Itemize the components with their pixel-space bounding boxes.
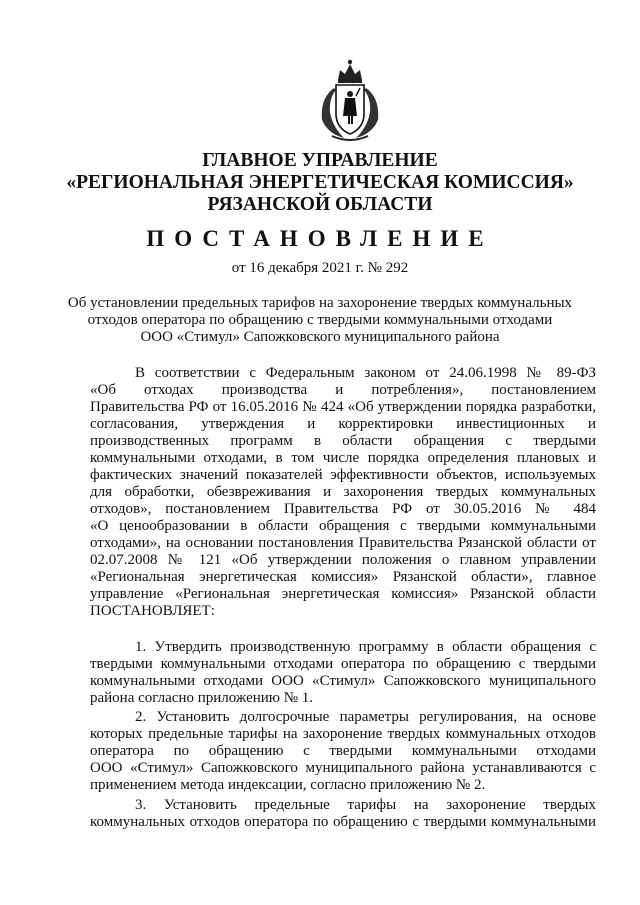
org-title-line-2: «РЕГИОНАЛЬНАЯ ЭНЕРГЕТИЧЕСКАЯ КОМИССИЯ» — [66, 172, 574, 193]
coat-of-arms-icon — [314, 58, 386, 144]
body-line: твердыми коммунальными отходами оператора по обращению с твердыми — [90, 656, 596, 672]
body-line: 1. Утвердить производственную программу в области обращения с — [135, 639, 596, 655]
subject-line: отходов оператора по обращению с твердыми коммунальными отходами — [87, 312, 553, 328]
body-line: «О ценообразовании в области обращения с твердыми коммунальными — [90, 518, 596, 534]
body-line: которых предельные тарифы на захоронение твердых коммунальных отходов — [90, 726, 596, 742]
body-line: управление «Региональная энергетическая комиссия» Рязанской области — [90, 586, 596, 602]
body-line: отходов», постановлением Правительства РФ от 30.05.2016 № 484 — [90, 501, 596, 517]
body-line: применением метода индексации, согласно приложению № 2. — [90, 777, 486, 793]
body-line: района согласно приложению № 1. — [90, 690, 314, 706]
subject-line: ООО «Стимул» Сапожковского муниципального района — [140, 329, 500, 345]
body-line: «Об отходах производства и потребления», постановлением — [90, 382, 596, 398]
body-line: Правительства РФ от 16.05.2016 № 424 «Об утверждении порядка разработки, — [90, 399, 596, 415]
body-line: 3. Установить предельные тарифы на захоронение твердых — [135, 797, 596, 813]
body-line: согласования, утверждения и корректировки инвестиционных и — [90, 416, 596, 432]
org-title-line-3: РЯЗАНСКОЙ ОБЛАСТИ — [207, 194, 433, 215]
body-line: производственных программ в области обращения с твердыми — [90, 433, 596, 449]
body-line: оператора по обращению с твердыми коммунальными отходами — [90, 743, 596, 759]
resolution-keyword: ПОСТАНОВЛЯЕТ: — [90, 603, 215, 619]
body-line: «Региональная энергетическая комиссия» Рязанской области», главное — [90, 569, 596, 585]
body-line: для обработки, обезвреживания и захоронения твердых коммунальных — [90, 484, 596, 500]
document-date-number: от 16 декабря 2021 г. № 292 — [231, 260, 409, 276]
body-line: коммунальных отходов оператора по обращению с твердыми коммунальными — [90, 814, 596, 830]
body-line: фактических значений показателей эффективности объектов, используемых — [90, 467, 596, 483]
org-title-line-1: ГЛАВНОЕ УПРАВЛЕНИЕ — [202, 150, 438, 171]
body-line: 2. Установить долгосрочные параметры регулирования, на основе — [135, 709, 596, 725]
body-line: 02.07.2008 № 121 «Об утверждении положения о главном управлении — [90, 552, 596, 568]
body-line: ООО «Стимул» Сапожковского муниципального района устанавливаются с — [90, 760, 596, 776]
body-line: В соответствии с Федеральным законом от 24.06.1998 № 89-ФЗ — [135, 365, 596, 381]
body-line: коммунальными отходами, в том числе порядка определения плановых и — [90, 450, 596, 466]
subject-line: Об установлении предельных тарифов на захоронение твердых коммунальных — [67, 295, 573, 311]
document-type-heading: ПОСТАНОВЛЕНИЕ — [146, 226, 494, 251]
body-line: коммунальными отходами ООО «Стимул» Сапожковского муниципального — [90, 673, 596, 689]
body-line: отходами», на основании постановления Правительства Рязанской области от — [90, 535, 596, 551]
